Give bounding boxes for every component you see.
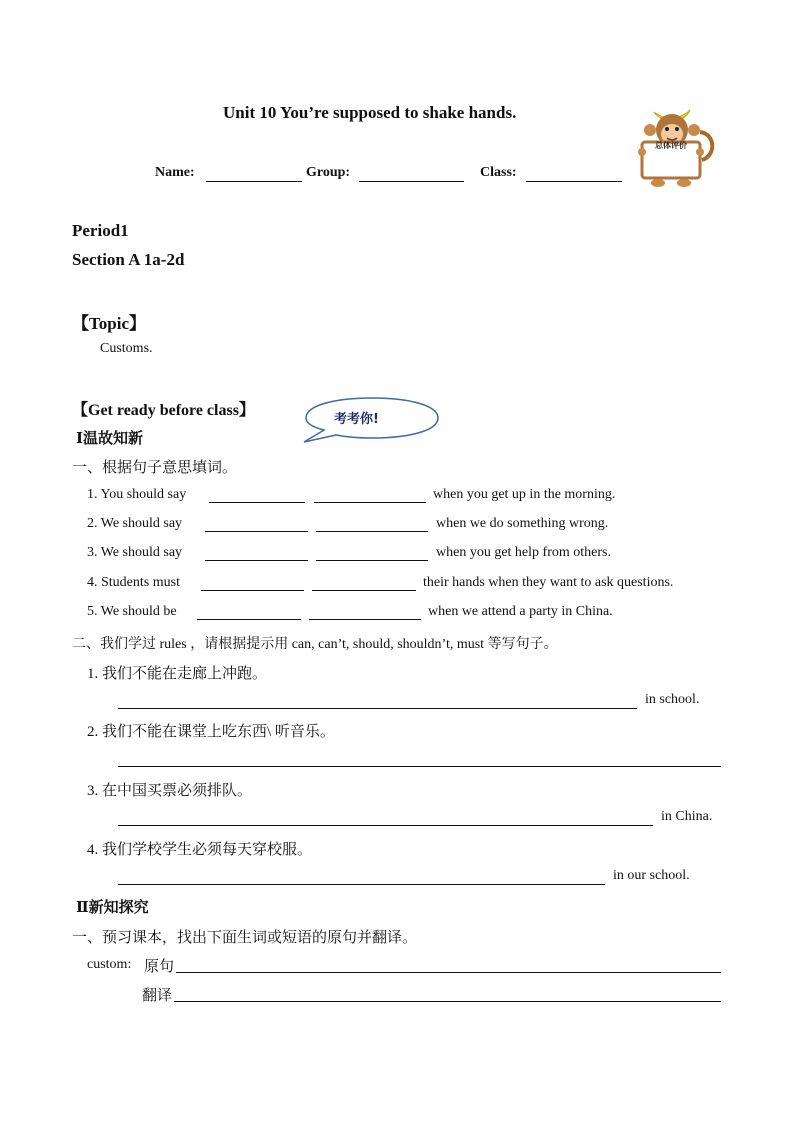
part1-heading: Ⅰ温故知新 — [76, 431, 144, 447]
section-label: Section A 1a-2d — [72, 250, 185, 269]
class-label: Class: — [480, 165, 517, 180]
answer-line-1[interactable] — [118, 708, 637, 709]
bubble-text: 考考你! — [334, 412, 379, 427]
fill-item-3-post: when you get help from others. — [436, 545, 611, 560]
sentence-3-cn: 3. 在中国买票必须排队。 — [87, 783, 253, 799]
get-ready-heading: 【Get ready before class】 — [72, 402, 255, 419]
name-label: Name: — [155, 165, 195, 180]
blank-1b[interactable] — [314, 502, 426, 503]
group-field[interactable] — [359, 181, 464, 182]
blank-2a[interactable] — [205, 531, 308, 532]
group-label: Group: — [306, 165, 351, 180]
blank-2b[interactable] — [316, 531, 428, 532]
q1-heading: 一、根据句子意思填词。 — [72, 460, 238, 476]
blank-4a[interactable] — [201, 590, 304, 591]
class-field[interactable] — [526, 181, 622, 182]
fill-item-3-pre: 3. We should say — [87, 545, 183, 560]
part2-heading: Ⅱ新知探究 — [76, 900, 149, 916]
blank-5b[interactable] — [309, 619, 421, 620]
topic-heading: 【Topic】 — [72, 314, 147, 333]
translation-line[interactable] — [174, 1001, 721, 1002]
blank-3b[interactable] — [316, 560, 428, 561]
fill-item-5-post: when we attend a party in China. — [428, 604, 613, 619]
sentence-3-tail: in China. — [661, 809, 713, 824]
fill-item-5-pre: 5. We should be — [87, 604, 177, 619]
sentence-1-cn: 1. 我们不能在走廊上冲跑。 — [87, 666, 268, 682]
sentence-4-tail: in our school. — [613, 868, 690, 883]
fill-item-4-pre: 4. Students must — [87, 575, 180, 590]
badge-text: 总体评价 — [655, 141, 687, 150]
fill-item-4-post: their hands when they want to ask questions. — [423, 575, 674, 590]
orig-sentence-line[interactable] — [176, 972, 721, 973]
period-label: Period1 — [72, 221, 129, 240]
blank-3a[interactable] — [205, 560, 308, 561]
sentence-4-cn: 4. 我们学校学生必须每天穿校服。 — [87, 842, 313, 858]
answer-line-3[interactable] — [118, 825, 653, 826]
vocab-word: custom: — [87, 957, 132, 972]
answer-line-2[interactable] — [118, 766, 721, 767]
orig-label: 原句 — [144, 959, 175, 975]
page-title: Unit 10 You’re supposed to shake hands. — [223, 103, 517, 122]
name-field[interactable] — [206, 181, 302, 182]
trans-label: 翻译 — [142, 988, 173, 1004]
answer-line-4[interactable] — [118, 884, 605, 885]
blank-4b[interactable] — [312, 590, 416, 591]
topic-text: Customs. — [100, 341, 153, 356]
fill-item-2-pre: 2. We should say — [87, 516, 183, 531]
sentence-2-cn: 2. 我们不能在课堂上吃东西\ 听音乐。 — [87, 724, 335, 740]
sentence-1-tail: in school. — [645, 692, 700, 707]
monkey-evaluation-icon — [636, 104, 716, 188]
q2-heading: 二、我们学过 rules ，请根据提示用 can, can’t, should, shouldn’t, must 等写句子。 — [72, 637, 558, 652]
fill-item-2-post: when we do something wrong. — [436, 516, 609, 531]
fill-item-1-post: when you get up in the morning. — [433, 487, 616, 502]
blank-5a[interactable] — [197, 619, 301, 620]
fill-item-1-pre: 1. You should say — [87, 487, 187, 502]
q3-heading: 一、预习课本，找出下面生词或短语的原句并翻译。 — [72, 930, 418, 946]
blank-1a[interactable] — [209, 502, 305, 503]
